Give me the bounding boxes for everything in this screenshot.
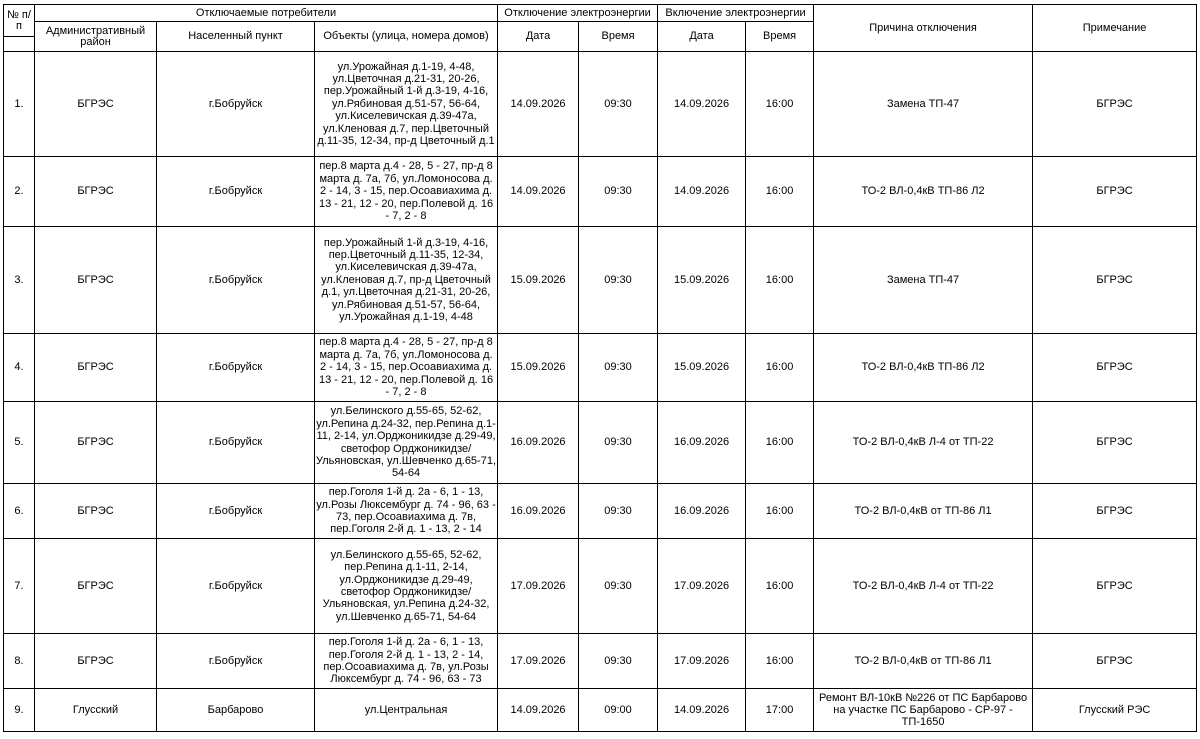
cell-reason: Замена ТП-47 [814,227,1033,334]
cell-district: БГРЭС [35,484,157,539]
cell-district: Глусский [35,689,157,732]
header-objects: Объекты (улица, номера домов) [315,22,498,52]
cell-num: 9. [4,689,35,732]
cell-note: БГРЭС [1033,334,1197,402]
cell-off-date: 17.09.2026 [498,539,579,634]
cell-settlement: г.Бобруйск [157,334,315,402]
cell-objects: пер.Гоголя 1-й д. 2а - 6, 1 - 13, ул.Розы Люксембург д. 74 - 96, 63 - 73, пер.Осоавиахима д. 7в, пер.Гоголя 2-й д. 1 - 13, 2 - 14 [315,484,498,539]
header-off-time: Время [579,22,658,52]
cell-num: 3. [4,227,35,334]
cell-settlement: г.Бобруйск [157,157,315,227]
cell-off-time: 09:30 [579,484,658,539]
cell-reason: Замена ТП-47 [814,52,1033,157]
cell-on-date: 15.09.2026 [658,334,746,402]
cell-on-time: 16:00 [746,334,814,402]
cell-off-time: 09:30 [579,539,658,634]
cell-district: БГРЭС [35,227,157,334]
cell-settlement: г.Бобруйск [157,402,315,484]
cell-reason: ТО-2 ВЛ-0,4кВ от ТП-86 Л1 [814,484,1033,539]
cell-off-date: 17.09.2026 [498,634,579,689]
cell-on-time: 16:00 [746,634,814,689]
cell-on-date: 14.09.2026 [658,689,746,732]
cell-note: БГРЭС [1033,157,1197,227]
table-row [4,157,1197,227]
table-row [4,484,1197,539]
cell-district: БГРЭС [35,539,157,634]
cell-on-time: 16:00 [746,157,814,227]
cell-off-date: 16.09.2026 [498,484,579,539]
header-on: Включение электроэнергии [658,5,814,22]
header-reason: Причина отключения [814,5,1033,52]
cell-off-date: 15.09.2026 [498,334,579,402]
cell-on-date: 14.09.2026 [658,52,746,157]
cell-on-time: 16:00 [746,402,814,484]
cell-settlement: г.Бобруйск [157,52,315,157]
table-row [4,689,1197,732]
header-num: № п/п [4,5,35,37]
cell-note: БГРЭС [1033,227,1197,334]
cell-off-date: 16.09.2026 [498,402,579,484]
table-row [4,52,1197,157]
cell-num: 5. [4,402,35,484]
header-consumers: Отключаемые потребители [35,5,498,22]
cell-district: БГРЭС [35,52,157,157]
cell-on-date: 15.09.2026 [658,227,746,334]
table-row [4,539,1197,634]
header-off: Отключение электроэнергии [498,5,658,22]
cell-objects: ул.Урожайная д.1-19, 4-48, ул.Цветочная д.21-31, 20-26, пер.Урожайный 1-й д.3-19, 4-16, ул.Рябиновая д.51-57, 56-64, ул.Киселевичская д.39-47а, ул.Кленовая д.7, пер.Цветочный д.11-35, 12-34, пр-д Цветочный д.1 [315,52,498,157]
cell-off-time: 09:00 [579,689,658,732]
cell-off-time: 09:30 [579,634,658,689]
cell-on-time: 17:00 [746,689,814,732]
cell-reason: ТО-2 ВЛ-0,4кВ ТП-86 Л2 [814,157,1033,227]
cell-reason: ТО-2 ВЛ-0,4кВ Л-4 от ТП-22 [814,402,1033,484]
cell-objects: пер.8 марта д.4 - 28, 5 - 27, пр-д 8 марта д. 7а, 7б, ул.Ломоносова д. 2 - 14, 3 - 15, пер.Осоавиахима д. 13 - 21, 12 - 20, пер.Полевой д. 16 - 7, 2 - 8 [315,157,498,227]
table-row [4,634,1197,689]
cell-note: БГРЭС [1033,539,1197,634]
cell-num: 7. [4,539,35,634]
cell-reason: ТО-2 ВЛ-0,4кВ ТП-86 Л2 [814,334,1033,402]
cell-on-time: 16:00 [746,52,814,157]
cell-reason: ТО-2 ВЛ-0,4кВ от ТП-86 Л1 [814,634,1033,689]
cell-num: 2. [4,157,35,227]
cell-num: 8. [4,634,35,689]
header-off-date: Дата [498,22,579,52]
header-note: Примечание [1033,5,1197,52]
cell-objects: пер.Гоголя 1-й д. 2а - 6, 1 - 13, пер.Гоголя 2-й д. 1 - 13, 2 - 14, пер.Осоавиахима д. 7в, ул.Розы Люксембург д. 74 - 96, 63 - 73 [315,634,498,689]
header-on-time: Время [746,22,814,52]
cell-objects: ул.Белинского д.55-65, 52-62, пер.Репина д.1-11, 2-14, ул.Орджоникидзе д.29-49, светофор Орджоникидзе/Ульяновская, ул.Репина д.24-32, ул.Шевченко д.65-71, 54-64 [315,539,498,634]
cell-off-time: 09:30 [579,402,658,484]
cell-off-time: 09:30 [579,227,658,334]
cell-on-date: 17.09.2026 [658,634,746,689]
cell-off-date: 14.09.2026 [498,52,579,157]
cell-objects: пер.8 марта д.4 - 28, 5 - 27, пр-д 8 марта д. 7а, 7б, ул.Ломоносова д. 2 - 14, 3 - 15, пер.Осоавиахима д. 13 - 21, 12 - 20, пер.Полевой д. 16 - 7, 2 - 8 [315,334,498,402]
cell-district: БГРЭС [35,402,157,484]
header-district: Административный район [35,22,157,52]
cell-reason: Ремонт ВЛ-10кВ №226 от ПС Барбарово на участке ПС Барбарово - СР-97 - ТП-1650 [814,689,1033,732]
header-on-date: Дата [658,22,746,52]
cell-note: БГРЭС [1033,402,1197,484]
cell-district: БГРЭС [35,634,157,689]
cell-off-time: 09:30 [579,52,658,157]
cell-num: 4. [4,334,35,402]
table-row [4,227,1197,334]
cell-objects: ул.Центральная [315,689,498,732]
cell-on-time: 16:00 [746,484,814,539]
cell-district: БГРЭС [35,334,157,402]
cell-settlement: г.Бобруйск [157,634,315,689]
cell-settlement: г.Бобруйск [157,539,315,634]
cell-note: БГРЭС [1033,634,1197,689]
cell-settlement: г.Бобруйск [157,227,315,334]
table-row [4,334,1197,402]
cell-off-time: 09:30 [579,334,658,402]
cell-objects: ул.Белинского д.55-65, 52-62, ул.Репина д.24-32, пер.Репина д.1-11, 2-14, ул.Орджоникидзе д.29-49, светофор Орджоникидзе/Ульяновская, ул.Шевченко д.65-71, 54-64 [315,402,498,484]
cell-note: БГРЭС [1033,52,1197,157]
cell-on-date: 16.09.2026 [658,484,746,539]
cell-num: 1. [4,52,35,157]
cell-off-time: 09:30 [579,157,658,227]
table-row [4,402,1197,484]
cell-on-date: 14.09.2026 [658,157,746,227]
cell-on-time: 16:00 [746,539,814,634]
cell-note: БГРЭС [1033,484,1197,539]
cell-num: 6. [4,484,35,539]
cell-reason: ТО-2 ВЛ-0,4кВ Л-4 от ТП-22 [814,539,1033,634]
header-num-blank [4,37,35,52]
cell-district: БГРЭС [35,157,157,227]
cell-on-date: 17.09.2026 [658,539,746,634]
cell-settlement: г.Бобруйск [157,484,315,539]
cell-settlement: Барбарово [157,689,315,732]
cell-off-date: 14.09.2026 [498,157,579,227]
cell-objects: пер.Урожайный 1-й д.3-19, 4-16, пер.Цветочный д.11-35, 12-34, ул.Киселевичская д.39-47а, ул.Кленовая д.7, пр-д Цветочный д.1, ул.Цветочная д.21-31, 20-26, ул.Рябиновая д.51-57, 56-64, ул.Урожайная д.1-19, 4-48 [315,227,498,334]
cell-note: Глусский РЭС [1033,689,1197,732]
cell-on-time: 16:00 [746,227,814,334]
cell-on-date: 16.09.2026 [658,402,746,484]
cell-off-date: 15.09.2026 [498,227,579,334]
cell-off-date: 14.09.2026 [498,689,579,732]
header-settlement: Населенный пункт [157,22,315,52]
outage-table [3,4,1197,732]
